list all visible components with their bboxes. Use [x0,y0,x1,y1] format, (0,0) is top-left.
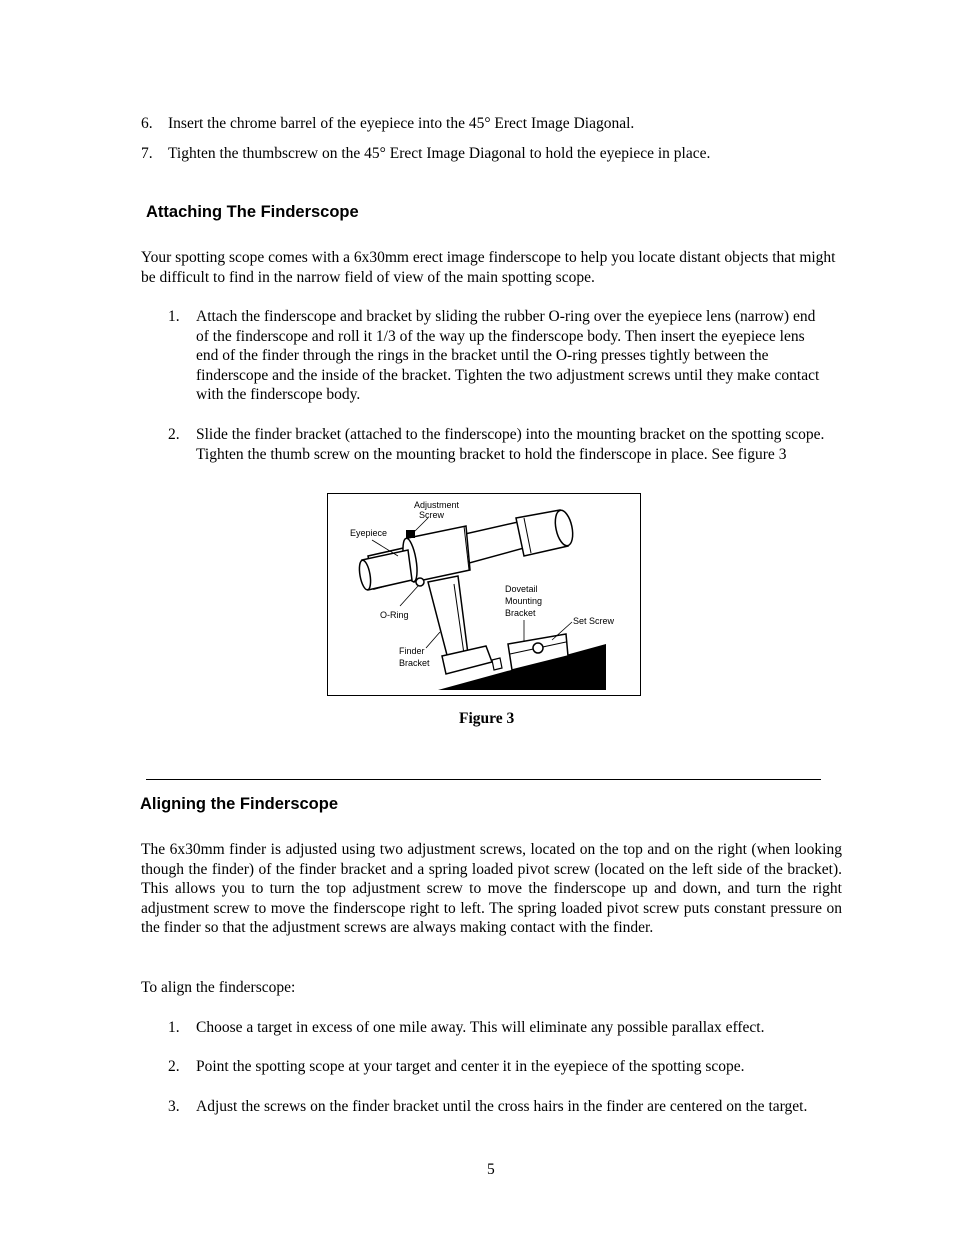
aligning-intro-paragraph: The 6x30mm finder is adjusted using two adjustment screws, located on the top and on the right (when looking though the finder) of the finder bracket and a spring loaded pivot screw (located on the left side of the bracket). This allows you to turn the top adjustment screw to move the finderscope up and down, and turn the right adjustment screw to move the finderscope right to left. The spring loaded pivot screw puts constant pressure on the finder so that the adjustment screws are always making contact with the finder. [141,841,842,937]
step-text: Slide the finder bracket (attached to the finderscope) into the mounting bracket on the spotting scope. Tighten the thumb screw on the mounting bracket to hold the finderscope in place. See figure 3 [196,426,825,463]
section-intro-paragraph: Your spotting scope comes with a 6x30mm erect image finderscope to help you locate distant objects that might be difficult to find in the narrow field of view of the main spotting scope. [141,249,836,286]
step-number: 2. [168,1058,180,1075]
label-set-screw: Set Screw [573,616,615,626]
label-dovetail-2: Mounting [505,596,543,606]
figure-3-illustration [327,493,641,696]
step-number: 1. [168,308,180,325]
section-heading-attaching: Attaching The Finderscope [146,203,359,221]
step-text: Choose a target in excess of one mile away. This will eliminate any possible parallax effect. [196,1019,765,1036]
section-heading-aligning: Aligning the Finderscope [140,795,339,813]
label-finder-bracket-2: Bracket [399,658,430,668]
step-number: 3. [168,1098,180,1115]
step-text: Tighten the thumbscrew on the 45° Erect Image Diagonal to hold the eyepiece in place. [168,145,711,162]
step-number: 7. [141,145,153,162]
step-number: 2. [168,426,180,443]
label-finder-bracket: Finder [399,646,425,656]
section-divider [146,779,821,780]
step-text: Adjust the screws on the finder bracket until the cross hairs in the finder are centered on the target. [196,1098,808,1115]
label-o-ring: O-Ring [380,610,409,620]
step-text: Attach the finderscope and bracket by sliding the rubber O-ring over the eyepiece lens (narrow) end of the finderscope and roll it 1/3 of the way up the finderscope body. Then insert the eyepiece lens end of the finder through the rings in the bracket until the O-ring presses tightly between the finderscope and the inside of the bracket. Tighten the two adjustment screws until they make contact with the finderscope body. [196,308,820,404]
adjustment-screw-mark [406,530,415,538]
label-adjustment-screw: Adjustment [414,500,460,510]
figure-caption: Figure 3 [459,710,515,727]
label-dovetail: Dovetail [505,584,538,594]
step-text: Insert the chrome barrel of the eyepiece into the 45° Erect Image Diagonal. [168,115,635,132]
label-eyepiece: Eyepiece [350,528,388,538]
step-number: 6. [141,115,153,132]
step-number: 1. [168,1019,180,1036]
finder-bracket-stem [428,576,468,659]
label-dovetail-3: Bracket [505,608,536,618]
set-screw-mark [533,643,543,653]
page-number: 5 [487,1161,495,1178]
aligning-lead-text: To align the finderscope: [141,979,296,996]
finderscope-diagram [328,494,642,697]
step-text: Point the spotting scope at your target and center it in the eyepiece of the spotting scope. [196,1058,745,1075]
label-adjustment-screw-2: Screw [419,510,445,520]
